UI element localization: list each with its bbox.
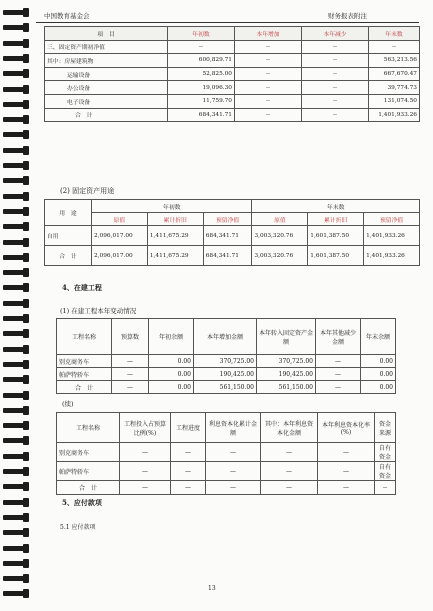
cell: 1,411,675.29 [147, 246, 203, 266]
binding-ring [3, 224, 27, 229]
section-heading: (2) 固定资产用途 [60, 187, 115, 195]
cell: 三、固定资产期初净值 [45, 40, 168, 54]
binding-ring [3, 561, 27, 566]
cell: — [112, 368, 149, 381]
table-row [57, 462, 396, 481]
col-header: 年初数 [168, 27, 235, 41]
cell: 自有资金 [375, 462, 396, 481]
cell: 561,150.00 [194, 381, 257, 394]
binding-ring [3, 469, 27, 474]
cell: -- [235, 81, 302, 95]
col-header: 用 途 [45, 200, 92, 226]
cell: 561,150.00 [257, 381, 316, 394]
cell: — [316, 381, 361, 394]
cell: 0.00 [361, 368, 396, 381]
cell: — [120, 462, 171, 481]
cell: — [112, 355, 149, 368]
cell: — [261, 443, 318, 462]
cell: 131,074.50 [369, 94, 420, 108]
cell: 1,411,675.29 [147, 226, 203, 246]
cell: 2,096,017.00 [92, 226, 148, 246]
cell: 3,003,320.76 [252, 246, 308, 266]
cell: — [120, 443, 171, 462]
cell: 别克商务车 [57, 443, 120, 462]
col-header: 本年增加 [235, 27, 302, 41]
cell: — [206, 443, 261, 462]
cell: 1,601,387.50 [308, 246, 364, 266]
cell: 别克商务车 [57, 355, 112, 368]
cell: 合 计 [57, 381, 112, 394]
cell: 帕萨特轿车 [57, 462, 120, 481]
binding-ring [3, 393, 27, 398]
table-row [57, 355, 396, 368]
cell: 667,670.47 [369, 67, 420, 81]
section-heading: 4、在建工程 [62, 283, 102, 292]
binding-ring [3, 41, 27, 46]
cell: — [120, 481, 171, 495]
header-title: 财务报表附注 [328, 12, 367, 20]
col-header: 预留净值 [203, 213, 252, 226]
cell: 370,725.00 [194, 355, 257, 368]
binding-ring [3, 408, 27, 413]
cell: — [316, 368, 361, 381]
col-header: 项 目 [45, 27, 168, 41]
binding-ring [3, 285, 27, 290]
group-header: 年末数 [252, 200, 420, 213]
binding-ring [3, 117, 27, 122]
binding-ring [3, 316, 27, 321]
binding-ring [3, 347, 27, 352]
cell: — [206, 481, 261, 495]
binding-ring [3, 87, 27, 92]
cell: — [206, 462, 261, 481]
table-row [57, 443, 396, 462]
col-header: 其中：本年利息资本化金额 [261, 413, 318, 443]
binding-ring [3, 71, 27, 76]
cell: — [112, 381, 149, 394]
col-header: 本年增加金额 [194, 319, 257, 355]
cell: 600,829.71 [168, 54, 235, 68]
binding-ring [3, 10, 27, 15]
cell: — [171, 481, 206, 495]
cell: -- [168, 40, 235, 54]
binding-ring [3, 500, 27, 505]
binding-ring [3, 591, 27, 596]
asset-use-table [44, 199, 420, 266]
table-row [57, 381, 396, 394]
col-header: 累计折旧 [147, 213, 203, 226]
table-row [45, 67, 420, 81]
fixed-assets-table [44, 26, 420, 122]
binding-ring [3, 423, 27, 428]
cell: 0.00 [149, 355, 194, 368]
cell: -- [302, 40, 369, 54]
binding-ring [3, 163, 27, 168]
cell: 帕萨特轿车 [57, 368, 112, 381]
col-header: 工程投入占预算比例(%) [120, 413, 171, 443]
cell: -- [302, 54, 369, 68]
col-header: 累计折旧 [308, 213, 364, 226]
col-header: 资金来源 [375, 413, 396, 443]
binding-ring [3, 301, 27, 306]
subsection-heading: (1) 在建工程本年变动情况 [60, 307, 137, 315]
section-heading: 5、应付款项 [62, 498, 102, 507]
cell: -- [302, 67, 369, 81]
cell: — [318, 443, 375, 462]
cell: 684,341.71 [168, 108, 235, 122]
table-row [45, 94, 420, 108]
cell: 其中：房屋建筑物 [45, 54, 168, 68]
cell: -- [235, 108, 302, 122]
cell: -- [302, 94, 369, 108]
binding-ring [3, 240, 27, 245]
col-header: 工程进度 [171, 413, 206, 443]
cell: 合 计 [45, 246, 92, 266]
cell: 合 计 [45, 108, 168, 122]
header-org: 中国教育基金会 [44, 12, 90, 20]
binding-ring [3, 132, 27, 137]
cell: 0.00 [361, 381, 396, 394]
binding-ring [3, 362, 27, 367]
col-header: 本年转入固定资产金额 [257, 319, 316, 355]
table-row [57, 368, 396, 381]
continued-label: (续) [62, 400, 74, 408]
cell: 52,825.00 [168, 67, 235, 81]
cell: 190,425.00 [257, 368, 316, 381]
binding-ring [3, 484, 27, 489]
cell: — [171, 462, 206, 481]
col-header: 原值 [92, 213, 148, 226]
cell: -- [235, 54, 302, 68]
col-header: 工程名称 [57, 319, 112, 355]
col-header: 本年减少 [302, 27, 369, 41]
binding-ring [3, 377, 27, 382]
binding-ring [3, 255, 27, 260]
col-header: 本年其他减少金额 [316, 319, 361, 355]
cell: 1,601,387.50 [308, 226, 364, 246]
table-row [45, 54, 420, 68]
cell: 190,425.00 [194, 368, 257, 381]
page-header [36, 8, 419, 23]
binding-ring [3, 530, 27, 535]
cell: 684,341.71 [203, 246, 252, 266]
table-row [45, 108, 420, 122]
table-row [45, 40, 420, 54]
col-header: 原值 [252, 213, 308, 226]
col-header: 预留净值 [364, 213, 420, 226]
table-row [45, 246, 420, 266]
cell: 370,725.00 [257, 355, 316, 368]
binding-ring [3, 438, 27, 443]
cell: 办公设备 [45, 81, 168, 95]
cell: -- [369, 40, 420, 54]
cell: 11,759.70 [168, 94, 235, 108]
binding-ring [3, 25, 27, 30]
spiral-binding [0, 0, 30, 611]
col-header: 预算数 [112, 319, 149, 355]
cell: 0.00 [149, 368, 194, 381]
cell: 自用 [45, 226, 92, 246]
cell: 19,096.30 [168, 81, 235, 95]
page-number: 13 [208, 585, 216, 592]
cell: — [261, 462, 318, 481]
cell: 3,003,320.76 [252, 226, 308, 246]
cell: 684,341.71 [203, 226, 252, 246]
binding-ring [3, 56, 27, 61]
cell: — [316, 355, 361, 368]
binding-ring [3, 209, 27, 214]
cell: -- [375, 481, 396, 495]
binding-ring [3, 178, 27, 183]
cell: — [171, 443, 206, 462]
table-row [45, 226, 420, 246]
col-header: 利息资本化累计金额 [206, 413, 261, 443]
cell: -- [235, 40, 302, 54]
construction-table-continued [56, 412, 396, 495]
binding-ring [3, 576, 27, 581]
col-header: 年末数 [369, 27, 420, 41]
col-header: 本年利息资本化率(%) [318, 413, 375, 443]
cell: 39,774.73 [369, 81, 420, 95]
cell: -- [235, 94, 302, 108]
cell: 0.00 [149, 381, 194, 394]
cell: 1,401,933.26 [364, 226, 420, 246]
binding-ring [3, 194, 27, 199]
binding-ring [3, 102, 27, 107]
cell: 1,401,933.26 [369, 108, 420, 122]
cell: -- [302, 81, 369, 95]
table-row [57, 481, 396, 495]
cell: 运输设备 [45, 67, 168, 81]
binding-ring [3, 331, 27, 336]
binding-ring [3, 454, 27, 459]
col-header: 工程名称 [57, 413, 120, 443]
construction-table [56, 318, 396, 394]
cell: — [318, 462, 375, 481]
cell: 1,401,933.26 [364, 246, 420, 266]
group-header: 年初数 [92, 200, 252, 213]
cell: — [318, 481, 375, 495]
binding-ring [3, 515, 27, 520]
table-row [45, 81, 420, 95]
binding-ring [3, 546, 27, 551]
cell: 0.00 [361, 355, 396, 368]
cell: 563,213.56 [369, 54, 420, 68]
cell: 自有资金 [375, 443, 396, 462]
binding-ring [3, 148, 27, 153]
cell: -- [235, 67, 302, 81]
cell: -- [302, 108, 369, 122]
col-header: 年末余额 [361, 319, 396, 355]
cell: 2,096,017.00 [92, 246, 148, 266]
subsection-heading: 5.1 应付款项 [60, 524, 96, 531]
cell: 电子设备 [45, 94, 168, 108]
binding-ring [3, 270, 27, 275]
col-header: 年初余额 [149, 319, 194, 355]
cell: — [261, 481, 318, 495]
cell: 合 计 [57, 481, 120, 495]
